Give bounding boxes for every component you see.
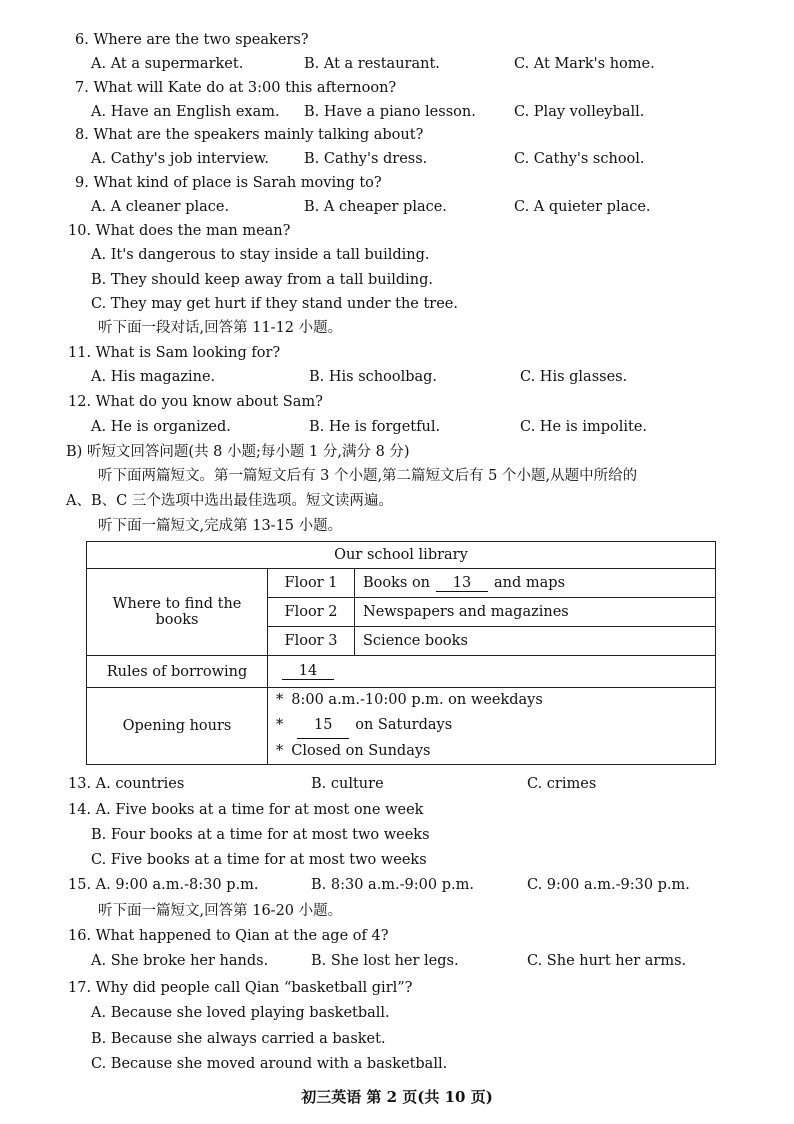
question-7-option-c: C. Play volleyball. (514, 104, 645, 120)
question-7-stem: 7. What will Kate do at 3:00 this afternoon? (75, 80, 397, 96)
question-8-option-c: C. Cathy's school. (514, 151, 645, 167)
question-8-option-b: B. Cathy's dress. (304, 151, 428, 167)
floor-1-post: and maps (494, 574, 566, 591)
question-15-option-c: C. 9:00 a.m.-9:30 p.m. (527, 877, 690, 893)
question-16-stem: 16. What happened to Qian at the age of 4? (68, 928, 389, 944)
question-14-option-a: 14. A. Five books at a time for at most one week (68, 802, 424, 818)
question-17-option-b: B. Because she always carried a basket. (91, 1031, 386, 1047)
question-8-option-a: A. Cathy's job interview. (91, 151, 269, 167)
opening-line-3 (276, 739, 707, 764)
question-6-option-b: B. At a restaurant. (304, 56, 440, 72)
section-b-heading: B) 听短文回答问题(共 8 小题;每小题 1 分,满分 8 分) (66, 444, 410, 460)
question-12-option-a: A. He is organized. (91, 419, 231, 435)
where-label: Where to find the books (87, 569, 268, 656)
bullet-icon: * (276, 692, 284, 708)
section-b-desc-1: 听下面两篇短文。第一篇短文后有 3 个小题,第二篇短文后有 5 个小题,从题中所给的 (98, 468, 638, 484)
section-b-desc-2: A、B、C 三个选项中选出最佳选项。短文读两遍。 (66, 493, 393, 509)
question-17-stem: 17. Why did people call Qian “basketball girl”? (68, 980, 413, 996)
question-16-option-b: B. She lost her legs. (311, 953, 459, 969)
rules-label: Rules of borrowing (87, 656, 268, 688)
library-table (86, 541, 716, 765)
floor-3-label: Floor 3 (268, 627, 355, 656)
blank-14: 14 (282, 663, 334, 680)
question-9-option-a: A. A cleaner place. (91, 199, 230, 215)
question-11-option-b: B. His schoolbag. (309, 369, 438, 385)
question-15-option-b: B. 8:30 a.m.-9:00 p.m. (311, 877, 474, 893)
blank-13: 13 (436, 575, 488, 592)
question-16-option-a: A. She broke her hands. (91, 953, 269, 969)
question-11-option-c: C. His glasses. (520, 369, 628, 385)
opening-content (268, 688, 716, 765)
question-12-option-c: C. He is impolite. (520, 419, 648, 435)
question-9-option-b: B. A cheaper place. (304, 199, 447, 215)
question-7-option-b: B. Have a piano lesson. (304, 104, 476, 120)
question-9-option-c: C. A quieter place. (514, 199, 651, 215)
question-6-option-a: A. At a supermarket. (91, 56, 244, 72)
question-9-stem: 9. What kind of place is Sarah moving to? (75, 175, 382, 191)
question-8-stem: 8. What are the speakers mainly talking about? (75, 127, 424, 143)
question-17-option-a: A. Because she loved playing basketball. (91, 1005, 390, 1021)
table-title: Our school library (87, 542, 716, 569)
question-15-option-a: 15. A. 9:00 a.m.-8:30 p.m. (68, 877, 259, 893)
question-12-option-b: B. He is forgetful. (309, 419, 441, 435)
question-14-option-b: B. Four books at a time for at most two weeks (91, 827, 430, 843)
opening-saturdays: on Saturdays (355, 717, 453, 733)
question-10-stem: 10. What does the man mean? (68, 223, 291, 239)
bullet-icon: * (276, 717, 284, 733)
question-6-option-c: C. At Mark's home. (514, 56, 655, 72)
question-10-option-a: A. It's dangerous to stay inside a tall building. (91, 247, 430, 263)
floor-3-content: Science books (355, 627, 716, 656)
question-11-option-a: A. His magazine. (91, 369, 216, 385)
floor-1-pre: Books on (363, 574, 431, 591)
blank-15: 15 (297, 713, 349, 739)
floor-1-label: Floor 1 (268, 569, 355, 598)
floor-2-label: Floor 2 (268, 598, 355, 627)
question-7-option-a: A. Have an English exam. (91, 104, 280, 120)
question-16-option-c: C. She hurt her arms. (527, 953, 687, 969)
opening-label: Opening hours (87, 688, 268, 765)
question-14-option-c: C. Five books at a time for at most two weeks (91, 852, 427, 868)
floor-1-content (355, 569, 716, 598)
question-12-stem: 12. What do you know about Sam? (68, 394, 323, 410)
question-13-option-b: B. culture (311, 776, 384, 792)
question-11-stem: 11. What is Sam looking for? (68, 345, 281, 361)
page-footer: 初三英语 第 2 页(共 10 页) (301, 1088, 493, 1106)
question-13-option-c: C. crimes (527, 776, 597, 792)
floor-2-content: Newspapers and magazines (355, 598, 716, 627)
instruction-11-12: 听下面一段对话,回答第 11-12 小题。 (98, 320, 343, 336)
rules-content (268, 656, 716, 688)
instruction-16-20: 听下面一篇短文,回答第 16-20 小题。 (98, 903, 343, 919)
opening-line-2 (276, 713, 707, 739)
question-10-option-b: B. They should keep away from a tall building. (91, 272, 434, 288)
opening-sundays: Closed on Sundays (291, 743, 431, 759)
question-17-option-c: C. Because she moved around with a basketball. (91, 1056, 448, 1072)
bullet-icon: * (276, 743, 284, 759)
question-6-stem: 6. Where are the two speakers? (75, 32, 309, 48)
opening-weekdays: 8:00 a.m.-10:00 p.m. on weekdays (291, 692, 543, 708)
question-13-option-a: 13. A. countries (68, 776, 185, 792)
question-10-option-c: C. They may get hurt if they stand under the tree. (91, 296, 458, 312)
opening-line-1 (276, 688, 707, 713)
instruction-13-15: 听下面一篇短文,完成第 13-15 小题。 (98, 518, 343, 534)
